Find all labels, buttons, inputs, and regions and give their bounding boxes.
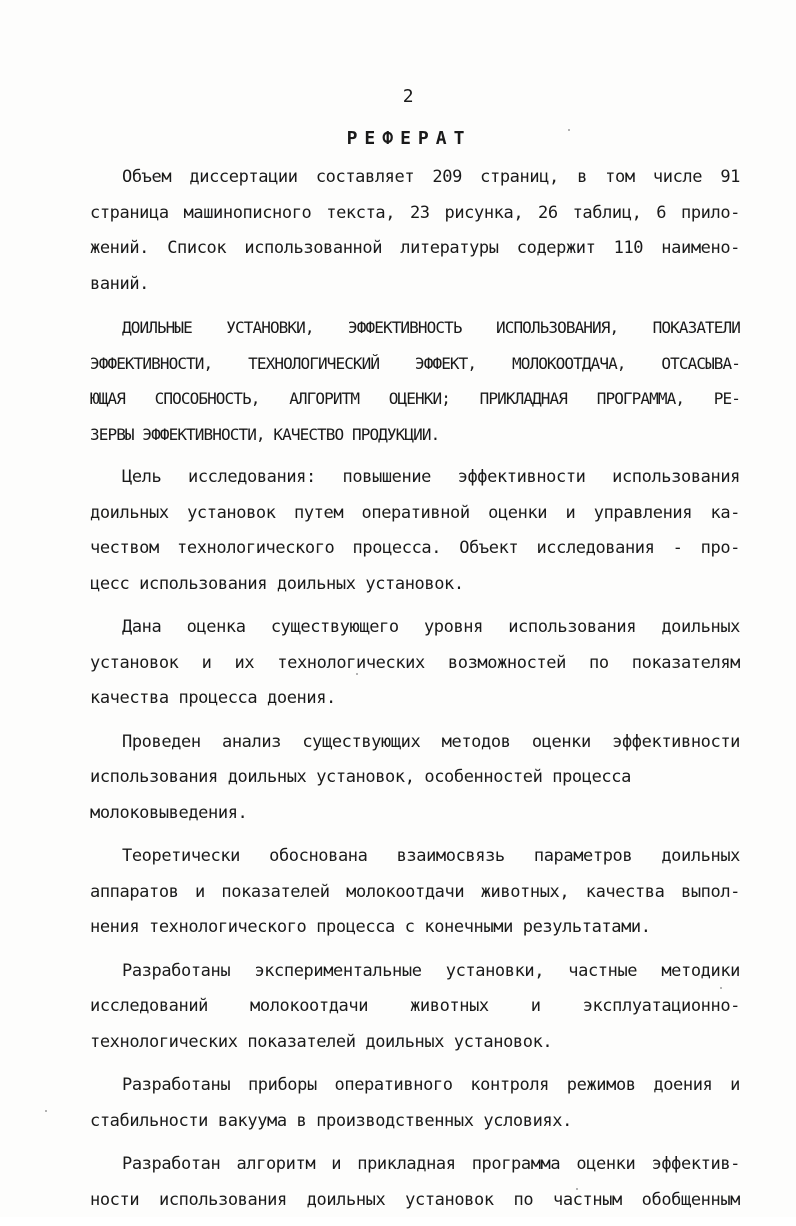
text-line: ности использования доильных установок по частным обобщенным xyxy=(90,1189,740,1210)
text-line: страница машинописного текста, 23 рисунка, 26 таблиц, 6 прило- xyxy=(90,202,740,223)
abstract-title: РЕФЕРАТ xyxy=(346,128,472,149)
paragraph-assessment xyxy=(90,610,740,717)
text-line: Разработан алгоритм и прикладная программа оценки эффектив- xyxy=(122,1154,740,1174)
text-line: Объем диссертации составляет 209 страниц, в том числе 91 xyxy=(122,167,740,187)
paragraph-devices xyxy=(90,1068,740,1139)
paragraph-analysis xyxy=(90,725,740,832)
text-line: использования доильных установок, особенностей процесса xyxy=(90,767,631,787)
paragraph-theory xyxy=(90,839,740,946)
scan-speck xyxy=(576,1188,578,1190)
page-number: 2 xyxy=(402,86,414,107)
text-line: Дана оценка существующего уровня использования доильных xyxy=(122,617,740,637)
text-line: технологических показателей доильных установок. xyxy=(90,1031,553,1052)
paragraph-algorithm xyxy=(90,1147,740,1218)
text-line: ваний. xyxy=(90,273,150,294)
scan-speck xyxy=(45,1110,47,1112)
text-line: доильных установок путем оперативной оценки и управления ка- xyxy=(90,502,740,523)
text-line: Разработаны приборы оперативного контроля режимов доения и xyxy=(122,1075,740,1095)
text-line: стабильности вакуума в производственных условиях. xyxy=(90,1110,572,1131)
text-line: исследований молокоотдачи животных и эксплуатационно- xyxy=(90,996,740,1016)
text-line: установок и их технологических возможностей по показателям xyxy=(90,652,740,673)
text-line: качества процесса доения. xyxy=(90,688,336,708)
text-line: ЮЩАЯ СПОСОБНОСТЬ, АЛГОРИТМ ОЦЕНКИ; ПРИКЛАДНАЯ ПРОГРАММА, РЕ- xyxy=(90,389,740,408)
text-line: Теоретически обоснована взаимосвязь параметров доильных xyxy=(122,846,740,866)
paragraph-keywords xyxy=(90,310,740,452)
text-line: чеством технологического процесса. Объект исследования - про- xyxy=(90,538,740,558)
scan-speck xyxy=(568,129,570,131)
paragraph-experimental xyxy=(90,954,740,1061)
text-line: ДОИЛЬНЫЕ УСТАНОВКИ, ЭФФЕКТИВНОСТЬ ИСПОЛЬЗОВАНИЯ, ПОКАЗАТЕЛИ xyxy=(122,318,740,337)
text-line: молоковыведения. xyxy=(90,802,248,823)
text-line: Разработаны экспериментальные установки, частные методики xyxy=(122,960,740,981)
text-line: Проведен анализ существующих методов оценки эффективности xyxy=(122,731,740,752)
text-line: ЭФФЕКТИВНОСТИ, ТЕХНОЛОГИЧЕСКИЙ ЭФФЕКТ, МОЛОКООТДАЧА, ОТСАСЫВА- xyxy=(90,353,740,373)
text-line: ЗЕРВЫ ЭФФЕКТИВНОСТИ, КАЧЕСТВО ПРОДУКЦИИ. xyxy=(90,424,440,444)
abstract-body xyxy=(90,160,740,1226)
text-line: цесс использования доильных установок. xyxy=(90,573,464,594)
text-line: Цель исследования: повышение эффективности использования xyxy=(122,467,740,487)
paragraph-volume xyxy=(90,160,740,302)
text-line: аппаратов и показателей молокоотдачи животных, качества выпол- xyxy=(90,881,740,902)
text-line: нения технологического процесса с конечными результатами. xyxy=(90,917,651,937)
scan-speck xyxy=(720,987,722,989)
scan-speck xyxy=(356,673,358,675)
paragraph-goal xyxy=(90,460,740,602)
text-line: жений. Список использованной литературы содержит 110 наимено- xyxy=(90,238,740,258)
